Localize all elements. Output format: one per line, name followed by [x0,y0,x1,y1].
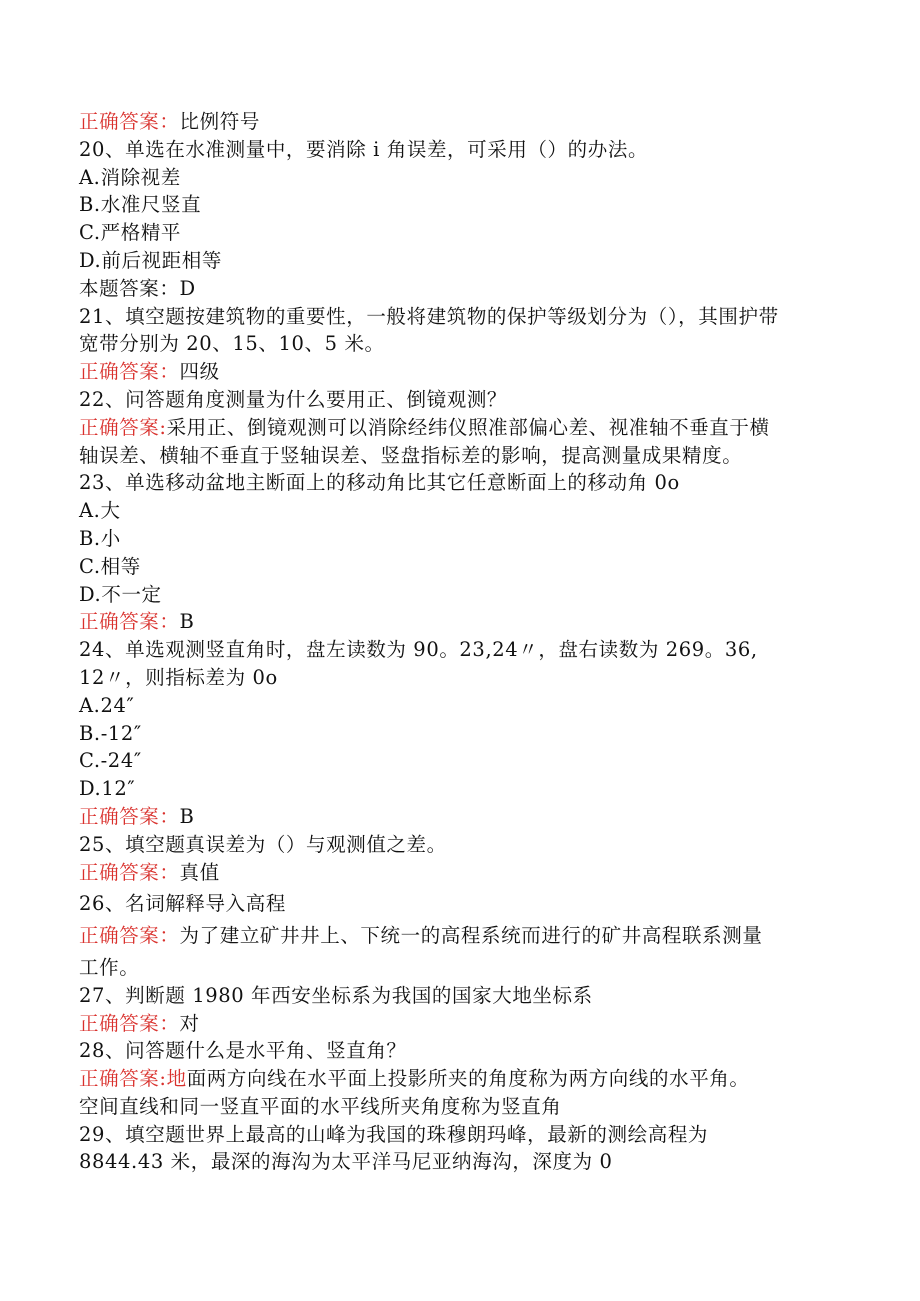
answer-line [79,803,839,831]
answer-text: B [179,804,195,828]
answer-text: 对 [179,1011,200,1035]
answer-first-char: 地 [166,1067,187,1091]
question-21-cont: 宽带分别为 20、15、10、5 米。 [79,332,385,356]
option-a: A.消除视差 [79,165,181,189]
answer-label: 正确答案： [79,1011,180,1035]
question-23: 23、单选移动盆地主断面上的移动角比其它任意断面上的移动角 0o [79,471,680,495]
question-28: 28、问答题什么是水平角、竖直角？ [79,1039,407,1063]
option-d: D.不一定 [79,582,162,606]
option-a: A.大 [79,499,121,523]
answer-line [79,1010,839,1038]
answer-line [79,859,839,887]
answer-cont: 空间直线和同一竖直平面的水平线所夹角度称为竖直角 [79,1094,562,1118]
question-26: 26、名词解释导入高程 [79,892,286,916]
option-b: B.小 [79,526,121,550]
question-25: 25、填空题真误差为（）与观测值之差。 [79,832,447,856]
answer-label: 正确答案: [79,415,167,439]
answer-text: 采用正、倒镜观测可以消除经纬仪照准部偏心差、视准轴不垂直于横 [166,415,770,439]
question-20: 20、单选在水准测量中，要消除 i 角误差，可采用（）的办法。 [79,137,649,161]
option-c: C.-24″ [79,749,142,773]
answer-line [79,922,839,950]
answer-text: 比例符号 [179,110,260,133]
answer-line [79,358,839,386]
option-c: C.严格精平 [79,221,182,245]
answer-line [79,608,839,636]
option-b: B.-12″ [79,721,142,745]
option-a: A.24″ [79,693,135,717]
answer-text: 四级 [179,360,220,384]
question-29: 29、填空题世界上最高的山峰为我国的珠穆朗玛峰，最新的测绘高程为 [79,1122,709,1146]
option-c: C.相等 [79,554,141,578]
answer-label: 正确答案： [79,110,180,133]
answer-label: 正确答案： [79,610,180,634]
answer-label: 正确答案： [79,860,180,884]
option-d: D.12″ [79,777,136,801]
question-24-cont: 12〃，则指标差为 0o [79,665,278,689]
answer-text: 面两方向线在水平面上投影所夹的角度称为两方向线的水平角。 [186,1067,750,1091]
question-22: 22、问答题角度测量为什么要用正、倒镜观测？ [79,387,508,411]
answer-text: 真值 [179,860,220,884]
answer-text: B [179,610,195,634]
option-d: D.前后视距相等 [79,248,222,272]
answer-text: 为了建立矿井井上、下统一的高程系统而进行的矿井高程联系测量 [179,924,763,948]
answer-cont: 工作。 [79,955,140,979]
answer-line [79,1065,839,1093]
answer-line [79,414,839,442]
answer-cont: 轴误差、横轴不垂直于竖轴误差、竖盘指标差的影响，提高测量成果精度。 [79,443,743,467]
answer-key: 本题答案：D [79,276,196,300]
question-29-cont: 8844.43 米，最深的海沟为太平洋马尼亚纳海沟，深度为 0 [79,1150,613,1174]
question-21: 21、填空题按建筑物的重要性，一般将建筑物的保护等级划分为（），其围护带 [79,304,779,328]
option-b: B.水准尺竖直 [79,193,202,217]
question-list [79,108,839,1176]
answer-line [79,108,839,136]
question-24: 24、单选观测竖直角时，盘左读数为 90。23,24〃，盘右读数为 269。36, [79,638,758,662]
answer-label: 正确答案: [79,1067,167,1091]
answer-label: 正确答案： [79,360,180,384]
question-27: 27、判断题 1980 年西安坐标系为我国的国家大地坐标系 [79,983,593,1007]
answer-label: 正确答案： [79,804,180,828]
answer-label: 正确答案： [79,924,180,948]
